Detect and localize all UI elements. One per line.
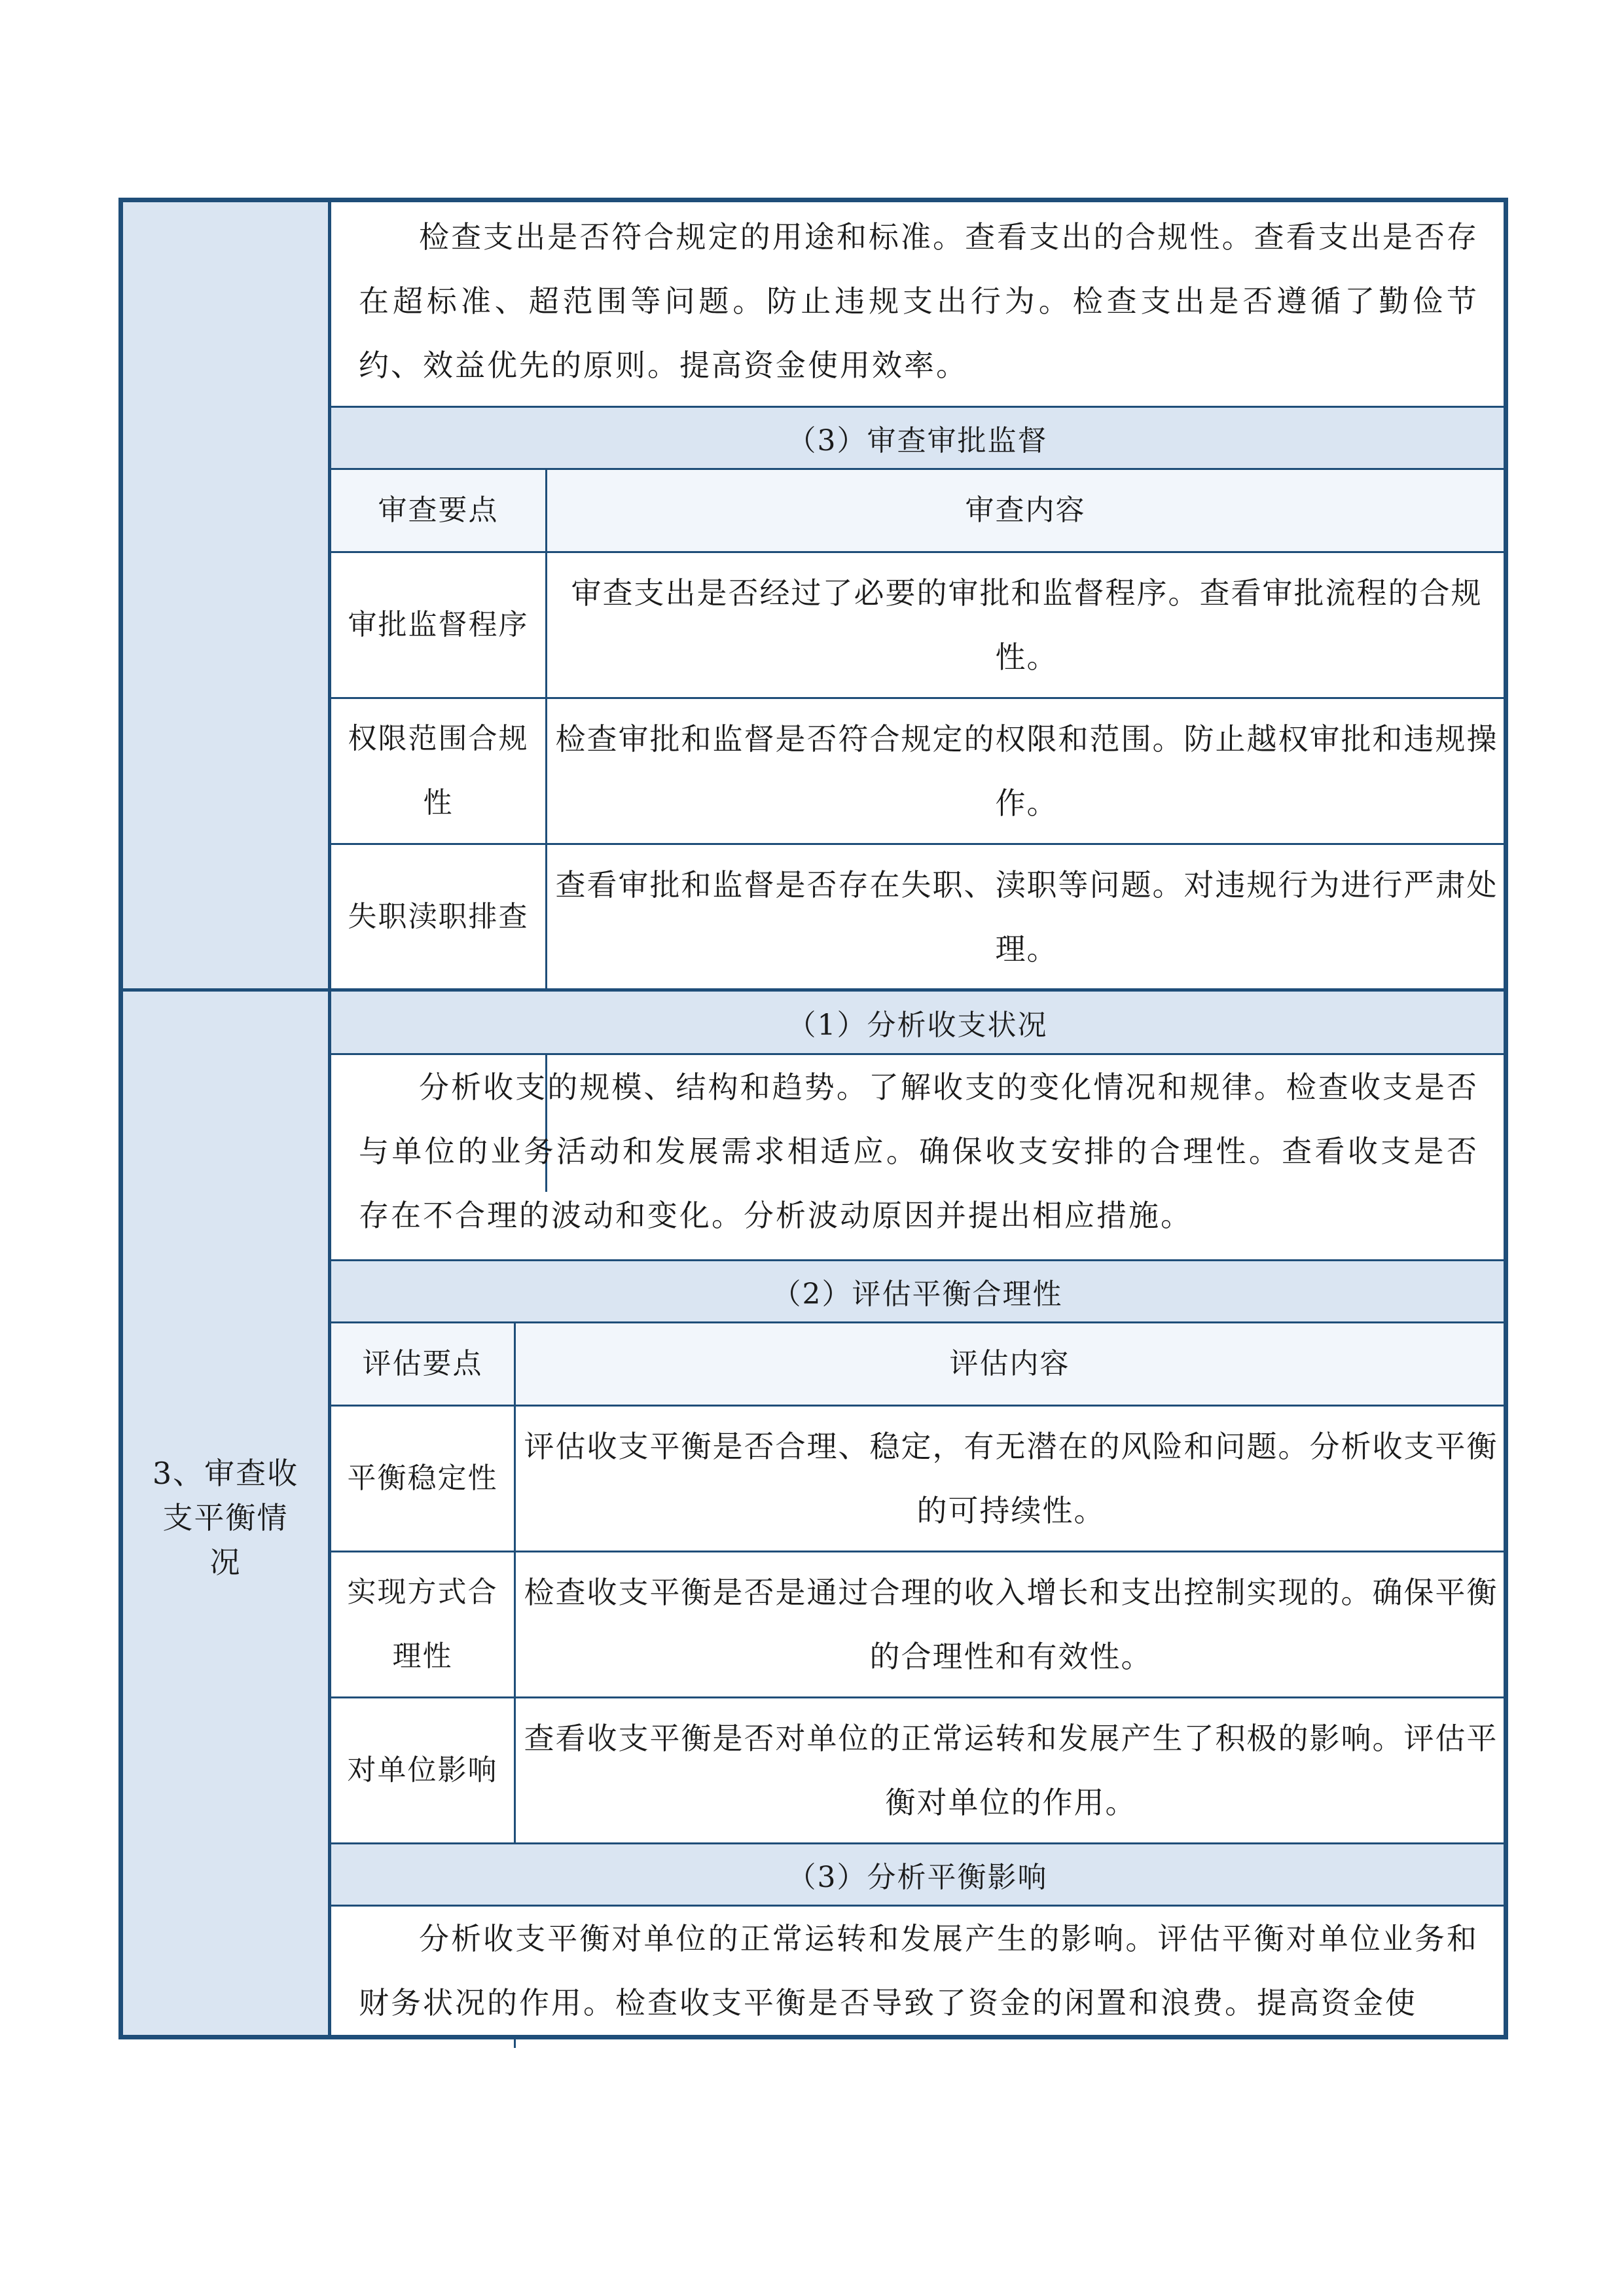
- table-row-key: 平衡稳定性: [347, 1462, 498, 1495]
- header-label: 审查要点: [378, 493, 499, 527]
- table-row-content: 评估收支平衡是否合理、稳定，有无潜在的风险和问题。分析收支平衡的可持续性。: [524, 1429, 1498, 1528]
- table-row-content: 检查收支平衡是否是通过合理的收入增长和支出控制实现的。确保平衡的合理性和有效性。: [524, 1575, 1498, 1674]
- table-row-key: 对单位影响: [347, 1753, 498, 1787]
- balance-impact-paragraph: 分析收支平衡对单位的正常运转和发展产生的影响。评估平衡对单位业务和财务状况的作用。检查收支平衡是否导致了资金的闲置和浪费。提高资金使: [331, 1907, 1504, 2035]
- table-row-key: 失职渎职排查: [348, 899, 529, 933]
- table-header-content: [516, 1323, 1504, 1405]
- header-label: 评估要点: [362, 1347, 483, 1380]
- right-column: [331, 202, 1504, 2035]
- table-row-key: 实现方式合理性: [347, 1575, 498, 1673]
- table-row-content: 检查审批和监督是否符合规定的权限和范围。防止越权审批和违规操作。: [555, 721, 1498, 821]
- document-table: [118, 198, 1508, 2039]
- subsection-title-evaluate: （2）评估平衡合理性: [331, 1261, 1504, 1321]
- table-row-content: 查看收支平衡是否对单位的正常运转和发展产生了积极的影响。评估平衡对单位的作用。: [524, 1721, 1498, 1820]
- income-expense-paragraph: 分析收支的规模、结构和趋势。了解收支的变化情况和规律。检查收支是否与单位的业务活动和发展需求相适应。确保收支安排的合理性。查看收支是否存在不合理的波动和变化。分析波动原因并提出相应措施。: [359, 1069, 1479, 1233]
- subsection-title-approval: （3）审查审批监督: [331, 408, 1504, 468]
- section-label: 3、审查收支平衡情况: [152, 1456, 299, 1580]
- table-row-content: 审查支出是否经过了必要的审批和监督程序。查看审批流程的合规性。: [571, 575, 1483, 675]
- expense-check-paragraph: 检查支出是否符合规定的用途和标准。查看支出的合规性。查看支出是否存在超标准、超范围等问题。防止违规支出行为。检查支出是否遵循了勤俭节约、效益优先的原则。提高资金使用效率。: [359, 219, 1479, 383]
- table-header-content: [547, 470, 1504, 551]
- table-row-content: 查看审批和监督是否存在失职、渎职等问题。对违规行为进行严肃处理。: [555, 867, 1498, 967]
- table-row-key: 审批监督程序: [348, 608, 529, 641]
- table-header-key: [331, 1323, 514, 1405]
- subsection-title-impact: （3）分析平衡影响: [331, 1844, 1504, 1905]
- table-header-key: [331, 470, 545, 551]
- header-label: 评估内容: [949, 1347, 1070, 1380]
- header-label: 审查内容: [965, 493, 1086, 527]
- table-row-key: 权限范围合规性: [348, 722, 529, 819]
- subsection-title-analysis: （1）分析收支状况: [331, 992, 1504, 1053]
